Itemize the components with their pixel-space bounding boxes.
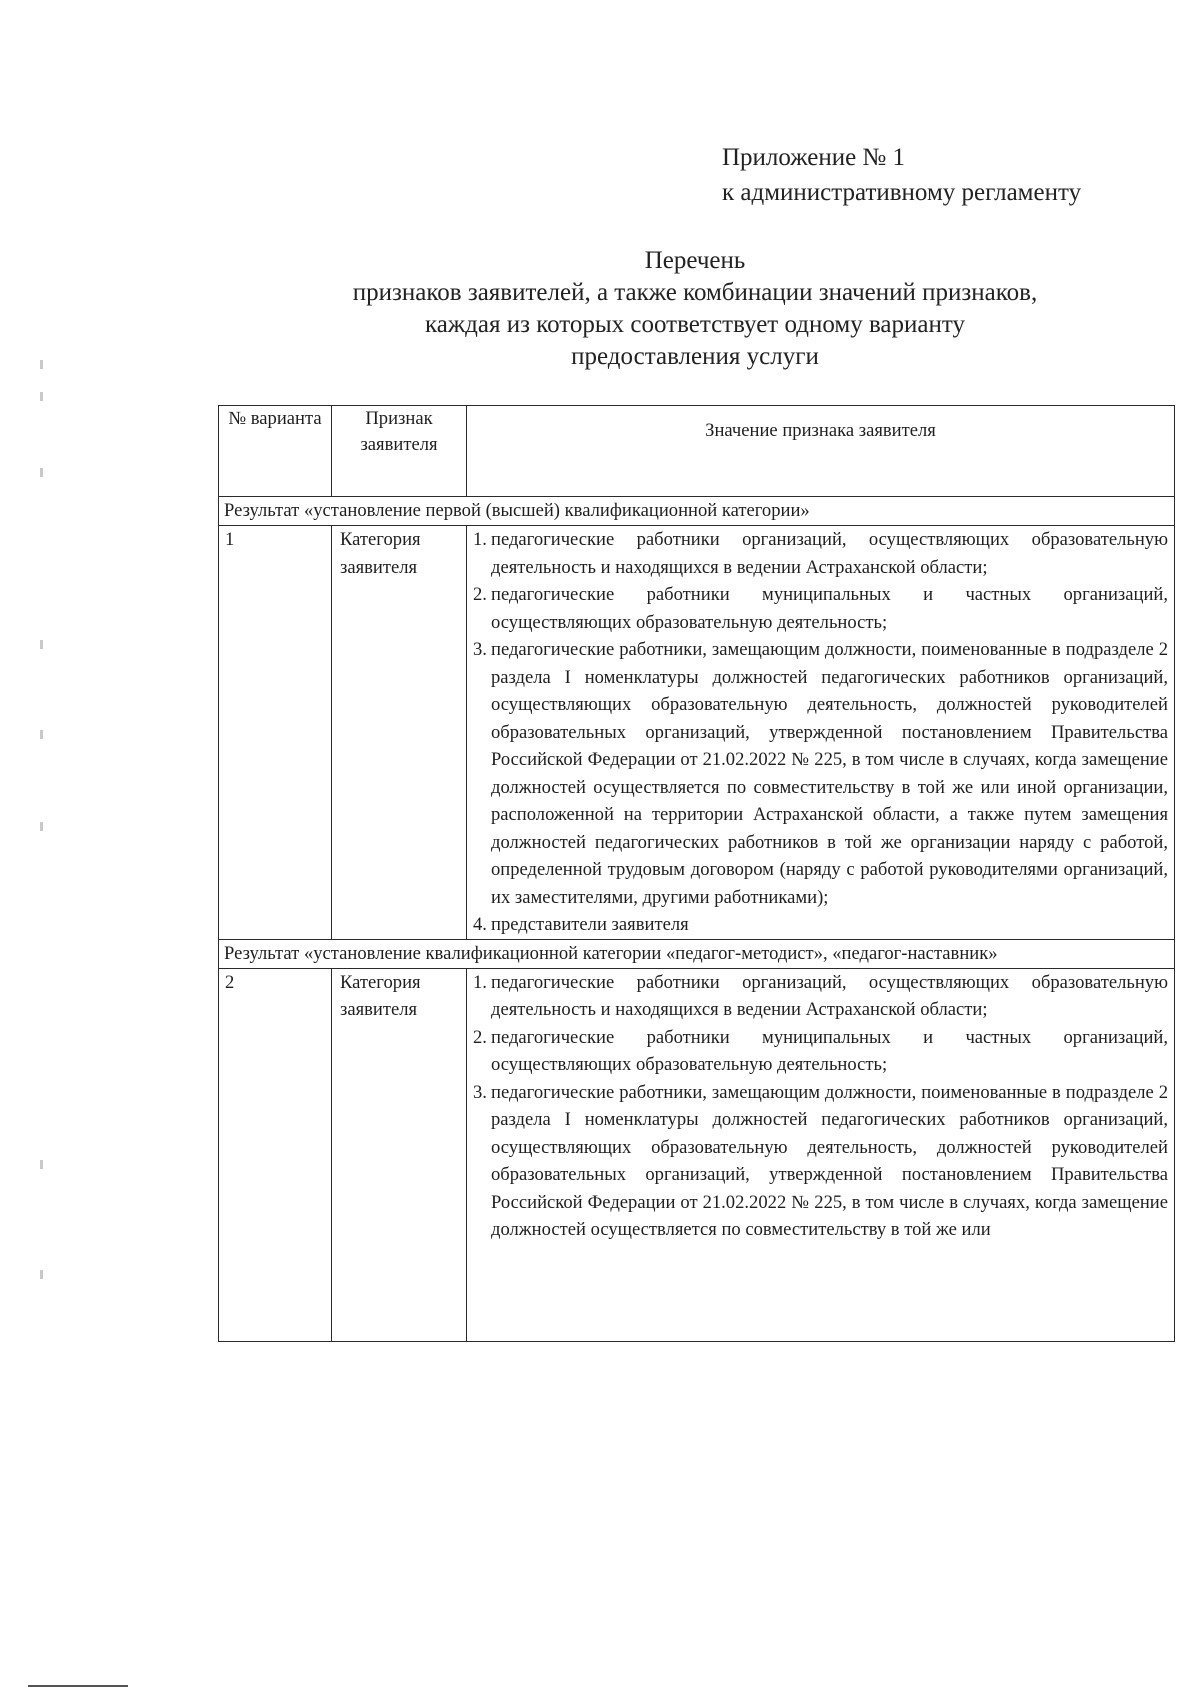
appendix-reference <box>722 140 1081 210</box>
header-applicant-sign: Признак заявителя <box>332 406 467 497</box>
sign-values-list <box>473 969 1168 1251</box>
list-item: 1. педагогические работники организаций, осуществляющих образовательную деятельность и находящихся в ведении Астраханской области; <box>473 971 1168 1020</box>
header-variant-number: № варианта <box>219 406 332 497</box>
header-sign-value: Значение признака заявителя <box>467 406 1175 497</box>
list-item: 4. представители заявителя <box>473 914 689 935</box>
sign-values <box>467 526 1175 940</box>
scan-margin-marks <box>40 0 46 1697</box>
title-line-1: Перечень <box>644 247 746 274</box>
variant-number: 2 <box>219 968 332 1341</box>
table-row <box>219 968 1175 1341</box>
applicant-signs-table <box>218 405 1175 1342</box>
appendix-number: Приложение № 1 <box>722 144 906 171</box>
list-item: 3. педагогические работники, замещающим должности, поименованные в подразделе 2 раздела I номенклатуры должностей педагогических работников организаций, осуществляющих образовательную деятельность, должностей руководителей образовательных организаций, утвержденной постановлением Правительства Российской Федерации от 21.02.2022 № 225, в том числе в случаях, когда замещение должностей осуществляется по совместительству в той же или <box>473 1081 1168 1240</box>
appendix-regulation: к административному регламенту <box>722 179 1082 206</box>
result-title: Результат «установление первой (высшей) квалификационной категории» <box>219 497 1175 526</box>
result-title: Результат «установление квалификационной категории «педагог-методист», «педагог-наставник» <box>219 939 1175 968</box>
title-line-4: предоставления услуги <box>571 343 819 370</box>
result-row-1 <box>219 497 1175 526</box>
title-line-3: каждая из которых соответствует одному варианту <box>425 311 965 338</box>
document-title <box>250 245 1140 373</box>
table-row <box>219 526 1175 940</box>
variant-number: 1 <box>219 526 332 940</box>
result-row-2 <box>219 939 1175 968</box>
list-item: 2. педагогические работники муниципальных и частных организаций, осуществляющих образовательную деятельность; <box>473 1026 1168 1075</box>
title-line-2: признаков заявителей, а также комбинации значений признаков, <box>352 279 1038 306</box>
applicant-sign: Категория заявителя <box>332 968 467 1341</box>
sign-values <box>467 968 1175 1341</box>
table-header-row <box>219 406 1175 497</box>
list-item: 3. педагогические работники, замещающим должности, поименованные в подразделе 2 раздела I номенклатуры должностей педагогических работников организаций, осуществляющих образовательную деятельность, должностей руководителей образовательных организаций, утвержденной постановлением Правительства Российской Федерации от 21.02.2022 № 225, в том числе в случаях, когда замещение должностей осуществляется по совместительству в той же или иной организации, расположенной на территории Астраханской области, а также путем замещения должностей педагогических работников в той же организации наряду с работой, определенной трудовым договором (наряду с работой руководителями организаций, их заместителями, другими работниками); <box>473 639 1168 908</box>
footer-rule <box>28 1685 128 1687</box>
list-item: 1. педагогические работники организаций, осуществляющих образовательную деятельность и находящихся в ведении Астраханской области; <box>473 529 1168 578</box>
sign-values-list <box>473 526 1168 939</box>
list-item: 2. педагогические работники муниципальных и частных организаций, осуществляющих образовательную деятельность; <box>473 584 1168 633</box>
applicant-sign: Категория заявителя <box>332 526 467 940</box>
